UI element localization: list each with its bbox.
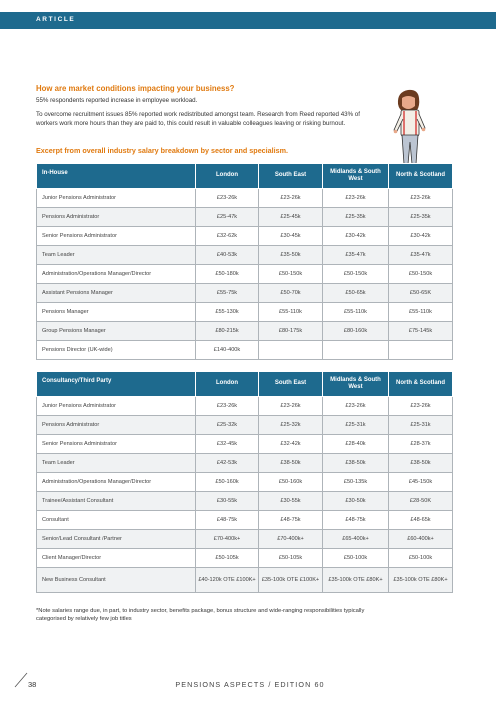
salary-cell: £80-160k <box>323 322 389 341</box>
salary-cell: £60-400k+ <box>389 530 453 549</box>
salary-cell: £48-75k <box>196 511 259 530</box>
table-row <box>37 265 453 284</box>
slash-mark-icon <box>14 672 28 688</box>
section-banner <box>0 12 496 29</box>
column-header-north: North & Scotland <box>389 372 453 397</box>
role-cell: Trainee/Assistant Consultant <box>37 492 196 511</box>
salary-cell: £55-110k <box>389 303 453 322</box>
salary-cell: £45-150k <box>389 473 453 492</box>
salary-cell: £50-100k <box>389 549 453 568</box>
salary-cell: £23-26k <box>259 397 323 416</box>
salary-cell: £25-31k <box>389 416 453 435</box>
salary-cell <box>323 341 389 360</box>
salary-cell: £30-45k <box>259 227 323 246</box>
salary-cell: £35-50k <box>259 246 323 265</box>
section-label: ARTICLE <box>36 16 76 23</box>
role-cell: New Business Consultant <box>37 568 196 593</box>
salary-cell: £23-26k <box>196 189 259 208</box>
column-header-south-east: South East <box>259 164 323 189</box>
role-cell: Administration/Operations Manager/Director <box>37 473 196 492</box>
salary-cell: £50-65K <box>389 284 453 303</box>
salary-cell: £50-180k <box>196 265 259 284</box>
inhouse-salary-table <box>36 163 453 360</box>
role-cell: Team Leader <box>37 246 196 265</box>
salary-cell: £50-65k <box>323 284 389 303</box>
salary-cell: £55-75k <box>196 284 259 303</box>
salary-cell: £50-150k <box>323 265 389 284</box>
column-header-sector: In-House <box>37 164 196 189</box>
role-cell: Client Manager/Director <box>37 549 196 568</box>
salary-cell: £30-50k <box>323 492 389 511</box>
salary-cell: £55-110k <box>323 303 389 322</box>
table-row <box>37 473 453 492</box>
salary-cell: £28-40k <box>323 435 389 454</box>
role-cell: Consultant <box>37 511 196 530</box>
salary-cell: £40-53k <box>196 246 259 265</box>
salary-cell: £42-53k <box>196 454 259 473</box>
salary-cell: £80-215k <box>196 322 259 341</box>
salary-cell: £35-100k OTE £80K+ <box>389 568 453 593</box>
role-cell: Team Leader <box>37 454 196 473</box>
table-row <box>37 208 453 227</box>
role-cell: Senior Pensions Administrator <box>37 435 196 454</box>
table-row <box>37 303 453 322</box>
salary-cell: £50-105k <box>259 549 323 568</box>
salary-cell: £70-400k+ <box>196 530 259 549</box>
table-row <box>37 568 453 593</box>
salary-cell: £38-50k <box>259 454 323 473</box>
salary-cell: £32-45k <box>196 435 259 454</box>
salary-cell: £48-75k <box>323 511 389 530</box>
salary-cell: £50-150k <box>259 265 323 284</box>
salary-cell: £25-47k <box>196 208 259 227</box>
salary-cell: £75-145k <box>389 322 453 341</box>
salary-cell: £23-26k <box>196 397 259 416</box>
excerpt-heading: Excerpt from overall industry salary breakdown by sector and specialism. <box>36 146 289 155</box>
salary-cell: £38-50k <box>389 454 453 473</box>
salary-cell: £30-55k <box>196 492 259 511</box>
column-header-south-east: South East <box>259 372 323 397</box>
table-row <box>37 435 453 454</box>
role-cell: Senior Pensions Administrator <box>37 227 196 246</box>
consultancy-salary-table <box>36 371 453 593</box>
salary-cell: £35-100k OTE £80K+ <box>323 568 389 593</box>
salary-cell: £23-26k <box>389 189 453 208</box>
salary-cell: £32-42k <box>259 435 323 454</box>
salary-cell: £28-50K <box>389 492 453 511</box>
column-header-midlands: Midlands & South West <box>323 372 389 397</box>
intro-heading: How are market conditions impacting your business? <box>36 84 235 93</box>
table-row <box>37 227 453 246</box>
salary-cell: £28-37k <box>389 435 453 454</box>
table-row <box>37 492 453 511</box>
salary-cell: £50-100k <box>323 549 389 568</box>
salary-cell: £30-42k <box>323 227 389 246</box>
salary-cell: £40-120k OTE £100K+ <box>196 568 259 593</box>
table-row <box>37 189 453 208</box>
table-row <box>37 454 453 473</box>
salary-cell: £35-47k <box>389 246 453 265</box>
role-cell: Group Pensions Manager <box>37 322 196 341</box>
intro-stat: 55% respondents reported increase in employee workload. <box>36 97 198 104</box>
role-cell: Pensions Director (UK-wide) <box>37 341 196 360</box>
table-header-row <box>37 164 453 189</box>
salary-cell: £48-65k <box>389 511 453 530</box>
role-cell: Pensions Manager <box>37 303 196 322</box>
salary-cell: £35-100k OTE £100K+ <box>259 568 323 593</box>
salary-cell <box>389 341 453 360</box>
role-cell: Pensions Administrator <box>37 208 196 227</box>
salary-cell: £50-135k <box>323 473 389 492</box>
salary-cell: £23-26k <box>323 397 389 416</box>
salary-cell: £23-26k <box>323 189 389 208</box>
table-row <box>37 511 453 530</box>
salary-cell: £25-31k <box>323 416 389 435</box>
publication-footer: PENSIONS ASPECTS / EDITION 60 <box>175 680 325 689</box>
salary-cell: £55-130k <box>196 303 259 322</box>
table-row <box>37 416 453 435</box>
role-cell: Pensions Administrator <box>37 416 196 435</box>
salary-cell: £70-400k+ <box>259 530 323 549</box>
salary-cell: £25-35k <box>323 208 389 227</box>
salary-cell: £65-400k+ <box>323 530 389 549</box>
role-cell: Junior Pensions Administrator <box>37 189 196 208</box>
salary-cell: £140-400k <box>196 341 259 360</box>
salary-cell: £25-32k <box>196 416 259 435</box>
column-header-london: London <box>196 164 259 189</box>
salary-cell: £80-175k <box>259 322 323 341</box>
table-header-row <box>37 372 453 397</box>
role-cell: Junior Pensions Administrator <box>37 397 196 416</box>
salary-cell: £50-70k <box>259 284 323 303</box>
salary-cell: £38-50k <box>323 454 389 473</box>
table-row <box>37 284 453 303</box>
salary-cell: £50-160k <box>259 473 323 492</box>
salary-cell: £23-26k <box>259 189 323 208</box>
salary-cell: £50-160k <box>196 473 259 492</box>
column-header-north: North & Scotland <box>389 164 453 189</box>
salary-cell: £48-75k <box>259 511 323 530</box>
salary-cell: £55-110k <box>259 303 323 322</box>
table-row <box>37 341 453 360</box>
role-cell: Administration/Operations Manager/Director <box>37 265 196 284</box>
salary-cell: £25-32k <box>259 416 323 435</box>
table-row <box>37 397 453 416</box>
salary-cell: £50-105k <box>196 549 259 568</box>
column-header-midlands: Midlands & South West <box>323 164 389 189</box>
salary-cell: £25-35k <box>389 208 453 227</box>
person-illustration <box>384 84 436 168</box>
footnote: *Note salaries range due, in part, to industry sector, benefits package, bonus structure and wide-ranging responsibilities typically categorised by relatively few job titles <box>36 608 365 623</box>
salary-cell: £50-150k <box>389 265 453 284</box>
column-header-london: London <box>196 372 259 397</box>
salary-cell: £30-55k <box>259 492 323 511</box>
table-row <box>37 246 453 265</box>
table-row <box>37 322 453 341</box>
table-row <box>37 530 453 549</box>
salary-cell: £30-42k <box>389 227 453 246</box>
salary-cell: £35-47k <box>323 246 389 265</box>
page-number: 38 <box>28 680 37 689</box>
salary-cell: £25-45k <box>259 208 323 227</box>
salary-cell: £32-62k <box>196 227 259 246</box>
role-cell: Senior/Lead Consultant /Partner <box>37 530 196 549</box>
table-row <box>37 549 453 568</box>
salary-cell <box>259 341 323 360</box>
column-header-sector: Consultancy/Third Party <box>37 372 196 397</box>
salary-cell: £23-26k <box>389 397 453 416</box>
role-cell: Assistant Pensions Manager <box>37 284 196 303</box>
intro-body: To overcome recruitment issues 85% reported work redistributed amongst team. Research from Reed reported 43% of workers work more hours than they are paid to, this could result in valuable colleagues leaving or risking burnout. <box>36 111 360 127</box>
